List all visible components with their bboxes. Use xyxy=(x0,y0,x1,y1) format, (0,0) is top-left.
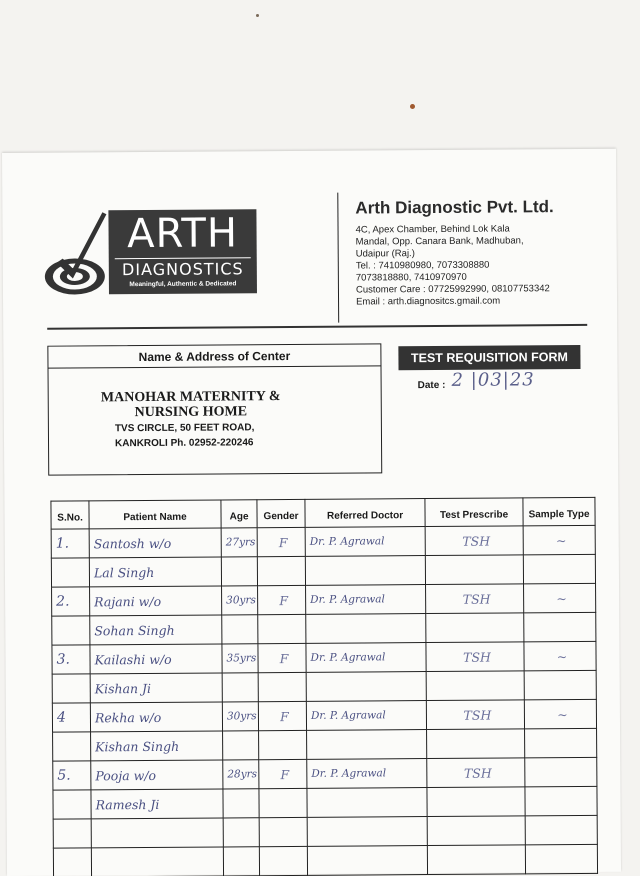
cell-empty xyxy=(53,732,91,761)
cell-gender: F xyxy=(258,643,306,672)
company-customer-care: Customer Care : 07725992990, 08107753342 xyxy=(355,283,550,296)
center-name-line: MANOHAR MATERNITY & xyxy=(100,389,281,406)
cell-referred-doctor: Dr. P. Agrawal xyxy=(306,701,426,731)
cell-sno: 2. xyxy=(52,587,90,616)
paper-speck xyxy=(410,104,415,109)
header-sno: S.No. xyxy=(51,501,89,529)
cell-sample-type: ~ xyxy=(523,525,595,555)
header-referred-doctor: Referred Doctor xyxy=(305,499,425,528)
table-row-empty xyxy=(53,815,597,848)
table-row-continuation xyxy=(53,786,597,819)
header-gender: Gender xyxy=(257,499,305,527)
cell-empty xyxy=(223,789,259,818)
header-rule xyxy=(47,324,587,330)
cell-patient-name: Rekha w/o xyxy=(90,702,222,732)
cell-empty xyxy=(53,819,91,848)
cell-empty xyxy=(91,818,223,848)
cell-gender: F xyxy=(257,527,305,556)
table-row xyxy=(51,525,595,558)
cell-sample-type: ~ xyxy=(524,699,596,729)
cell-empty xyxy=(307,817,427,847)
cell-empty xyxy=(223,847,259,876)
cell-sno: 5. xyxy=(53,761,91,790)
table-row xyxy=(52,583,596,616)
cell-empty xyxy=(427,787,525,817)
center-address-box xyxy=(47,343,382,475)
table-row xyxy=(52,699,596,732)
cell-gender: F xyxy=(258,585,306,614)
cell-age: 30yrs xyxy=(222,586,258,615)
cell-sno: 3. xyxy=(52,645,90,674)
cell-age: 27yrs xyxy=(221,528,257,557)
table-row-continuation xyxy=(51,554,595,587)
cell-empty xyxy=(426,671,524,701)
logo-wordmark xyxy=(108,209,257,294)
cell-empty xyxy=(91,847,223,876)
cell-empty xyxy=(52,674,90,703)
header-sample-type: Sample Type xyxy=(523,497,595,526)
form-title: TEST REQUISITION FORM xyxy=(398,345,580,370)
cell-empty xyxy=(222,673,258,702)
cell-patient-name-cont: Lal Singh xyxy=(89,557,221,587)
cell-patient-name: Rajani w/o xyxy=(90,586,222,616)
company-address-line: 4C, Apex Chamber, Behind Lok Kala xyxy=(355,223,510,236)
cell-empty xyxy=(525,844,597,874)
cell-test: TSH xyxy=(426,700,524,730)
company-tel-2: 7073818880, 7410970970 xyxy=(355,271,467,284)
date-value: 2 |03|23 xyxy=(451,369,535,391)
company-name: Arth Diagnostic Pvt. Ltd. xyxy=(355,197,554,218)
cell-patient-name: Pooja w/o xyxy=(91,760,223,790)
cell-patient-name-cont: Sohan Singh xyxy=(90,615,222,645)
cell-empty xyxy=(525,815,597,845)
cell-sample-type: ~ xyxy=(524,583,596,613)
patient-table xyxy=(50,497,598,876)
cell-age: 30yrs xyxy=(222,702,258,731)
arth-logo xyxy=(42,209,258,302)
date-label: Date : xyxy=(417,379,446,392)
cell-empty xyxy=(259,817,307,846)
cell-empty xyxy=(524,612,596,642)
cell-empty xyxy=(427,816,525,846)
cell-empty xyxy=(306,614,426,644)
table-row xyxy=(52,641,596,674)
cell-empty xyxy=(525,786,597,816)
cell-referred-doctor: Dr. P. Agrawal xyxy=(306,643,426,673)
cell-empty xyxy=(223,731,259,760)
header-patient-name: Patient Name xyxy=(89,500,221,529)
cell-empty xyxy=(523,554,595,584)
cell-sno: 1. xyxy=(51,529,89,558)
center-heading: Name & Address of Center xyxy=(48,344,380,368)
cell-empty xyxy=(51,558,89,587)
cell-empty xyxy=(258,672,306,701)
cell-patient-name-cont: Kishan Singh xyxy=(91,731,223,761)
cell-sno: 4 xyxy=(52,703,90,732)
cell-patient-name-cont: Ramesh Ji xyxy=(91,789,223,819)
cell-referred-doctor: Dr. P. Agrawal xyxy=(307,759,427,789)
cell-test: TSH xyxy=(427,758,525,788)
cell-gender: F xyxy=(259,759,307,788)
requisition-sheet xyxy=(2,149,621,876)
cell-empty xyxy=(259,730,307,759)
table-row-continuation xyxy=(53,728,597,761)
target-check-icon xyxy=(42,210,109,302)
cell-patient-name: Kailashi w/o xyxy=(90,644,222,674)
header-age: Age xyxy=(221,500,257,528)
cell-empty xyxy=(307,788,427,818)
cell-empty xyxy=(306,672,426,702)
cell-empty xyxy=(425,555,523,585)
company-address-line: Mandal, Opp. Canara Bank, Madhuban, xyxy=(355,235,524,248)
paper-speck xyxy=(256,14,259,17)
center-address-line: KANKROLI Ph. 02952-220246 xyxy=(114,437,254,450)
logo-diagnostics-text: DIAGNOSTICS xyxy=(115,257,251,279)
cell-age: 28yrs xyxy=(223,760,259,789)
cell-patient-name-cont: Kishan Ji xyxy=(90,673,222,703)
center-address-line: TVS CIRCLE, 50 FEET ROAD, xyxy=(114,422,255,435)
table-row-continuation xyxy=(52,612,596,645)
logo-arth-text: ARTH xyxy=(127,210,239,258)
cell-empty xyxy=(257,556,305,585)
cell-empty xyxy=(427,729,525,759)
center-name-line: NURSING HOME xyxy=(134,404,248,421)
company-info xyxy=(355,197,596,309)
cell-empty xyxy=(53,848,91,876)
cell-test: TSH xyxy=(426,642,524,672)
logo-tagline: Meaningful, Authentic & Dedicated xyxy=(129,280,237,289)
table-row xyxy=(53,757,597,790)
cell-empty xyxy=(52,616,90,645)
cell-empty xyxy=(53,790,91,819)
cell-empty xyxy=(305,556,425,586)
cell-patient-name: Santosh w/o xyxy=(89,528,221,558)
cell-referred-doctor: Dr. P. Agrawal xyxy=(306,585,426,615)
cell-empty xyxy=(307,846,427,876)
cell-empty xyxy=(427,845,525,875)
header-test-prescribe: Test Prescribe xyxy=(425,498,523,527)
header-divider xyxy=(337,193,339,323)
company-tel: Tel. : 7410980980, 7073308880 xyxy=(355,259,490,272)
cell-empty xyxy=(221,557,257,586)
cell-test: TSH xyxy=(426,584,524,614)
cell-test: TSH xyxy=(425,526,523,556)
cell-empty xyxy=(524,670,596,700)
company-address-line: Udaipur (Raj.) xyxy=(355,248,415,260)
cell-sample-type xyxy=(525,757,597,787)
table-row-empty xyxy=(53,844,597,876)
cell-empty xyxy=(307,730,427,760)
cell-gender: F xyxy=(258,701,306,730)
cell-empty xyxy=(258,614,306,643)
cell-empty xyxy=(259,846,307,875)
cell-empty xyxy=(525,728,597,758)
center-stamp xyxy=(49,366,382,450)
table-header-row xyxy=(51,497,595,529)
cell-empty xyxy=(223,818,259,847)
cell-age: 35yrs xyxy=(222,644,258,673)
company-email: Email : arth.diagnositcs.gmail.com xyxy=(356,295,501,308)
cell-referred-doctor: Dr. P. Agrawal xyxy=(305,527,425,557)
cell-empty xyxy=(426,613,524,643)
table-row-continuation xyxy=(52,670,596,703)
cell-empty xyxy=(222,615,258,644)
cell-sample-type: ~ xyxy=(524,641,596,671)
cell-empty xyxy=(259,788,307,817)
